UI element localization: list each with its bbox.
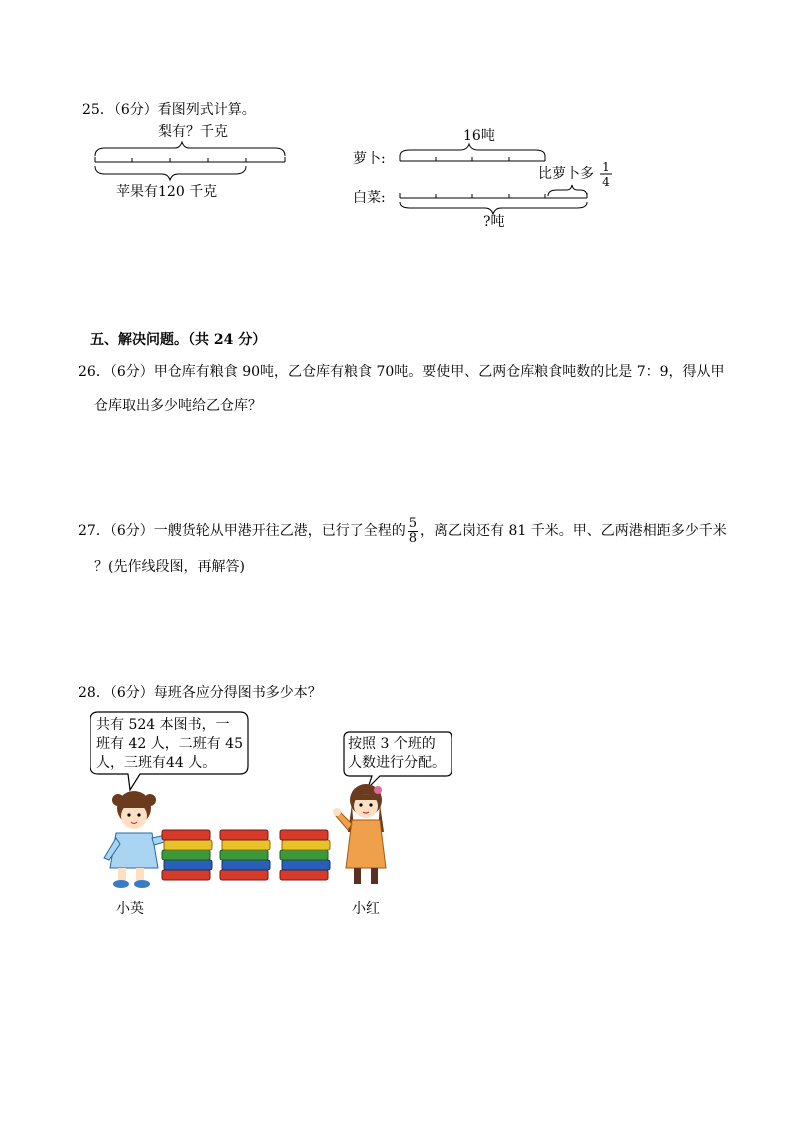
q25-number: 25．: [82, 102, 114, 118]
q28-header: [78, 683, 322, 703]
book-stack-1-icon: [162, 830, 212, 880]
q28-text: 每班各应分得图书多少本？: [153, 685, 322, 701]
pear-label: 梨有？千克: [158, 124, 228, 140]
q28-number: 28．: [78, 685, 110, 701]
girl-xiaohong-icon: [333, 784, 386, 884]
left-bubble-line-3: 人，三班有44 人。: [96, 755, 217, 771]
book-stack-2-icon: [220, 830, 270, 880]
q25-diagram-left: [80, 118, 300, 208]
compare-text: 比萝卜多: [538, 166, 594, 182]
name-xiaoying: 小英: [116, 901, 144, 917]
q27-text-a: 一艘货轮从甲港开往乙港，已行了全程的: [153, 523, 406, 539]
left-bubble-line-1: 共有 524 本图书，一: [96, 717, 230, 733]
cabbage-label: 白菜:: [353, 190, 386, 206]
cabbage-brace: [400, 202, 587, 214]
right-bubble-text: [348, 735, 446, 773]
book-stack-3-icon: [280, 830, 330, 880]
q25-header: [82, 100, 256, 120]
q26-score: （6分）: [109, 364, 154, 380]
q27-frac-num: 5: [408, 515, 418, 531]
q26-line2: 仓库取出多少吨给乙仓库？: [94, 398, 262, 414]
pear-brace: [95, 142, 285, 156]
fraction-numerator: 1: [602, 160, 610, 174]
right-bubble-line-1: 按照 3 个班的: [348, 736, 436, 752]
radish-label: 萝卜:: [353, 151, 386, 167]
name-xiaohong: 小红: [352, 901, 380, 917]
q27-line2: ？(先作线段图，再解答): [94, 559, 245, 575]
q25-diagram-right: [345, 118, 615, 233]
q26-line1: [78, 362, 725, 382]
q26-text: 甲仓库有粮食 90吨，乙仓库有粮食 70吨。要使甲、乙两仓库粮食吨数的比是 7：9，得从甲: [153, 364, 725, 380]
q25-score: （6分）: [113, 102, 158, 118]
section-title: 五、解决问题。（共 24 分）: [90, 332, 267, 348]
q27-number: 27．: [78, 523, 110, 539]
extra-brace: [548, 185, 587, 196]
radish-brace: [400, 144, 545, 156]
q27-frac-den: 8: [408, 530, 418, 546]
apple-label: 苹果有120 千克: [116, 184, 218, 200]
q28-score: （6分）: [109, 685, 154, 701]
q26-number: 26．: [78, 364, 110, 380]
q27-fraction: [408, 517, 418, 546]
q25-text: 看图列式计算。: [157, 102, 256, 118]
q27-line1: [78, 516, 727, 546]
cabbage-amount: ?吨: [483, 214, 505, 230]
apple-brace: [95, 166, 246, 180]
fraction-denominator: 4: [602, 175, 610, 189]
q27-text-b: ，离乙岗还有 81 千米。甲、乙两港相距多少千米: [420, 523, 727, 539]
radish-amount: 16吨: [463, 128, 495, 144]
q28-illustration: [90, 708, 452, 916]
q27-score: （6分）: [109, 523, 154, 539]
right-bubble-line-2: 人数进行分配。: [348, 755, 446, 771]
left-bubble-line-2: 班有 42 人，二班有 45: [96, 736, 243, 752]
left-bubble-text: [96, 716, 243, 773]
